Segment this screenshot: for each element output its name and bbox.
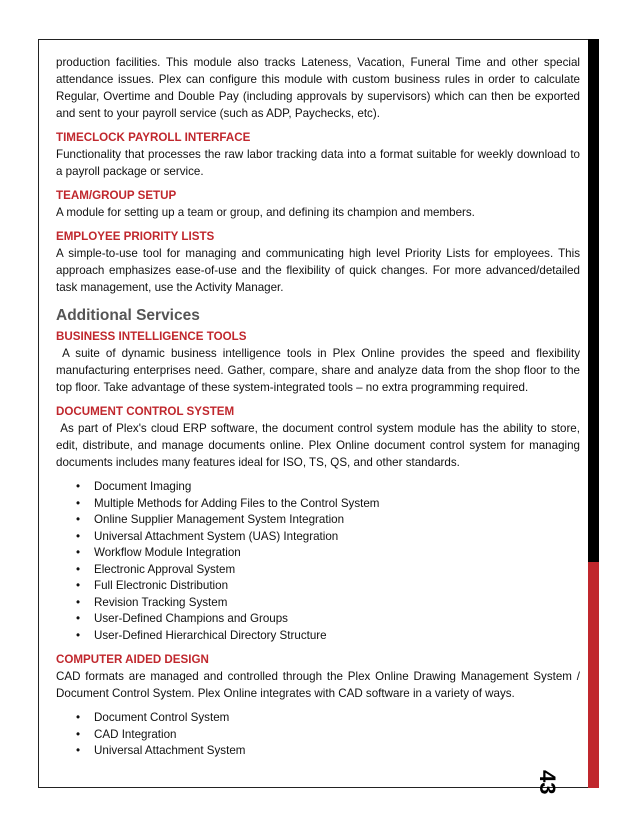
cad-list [56, 710, 580, 760]
bi-text: A suite of dynamic business intelligence tools in Plex Online provides the speed and flexibility manufacturing enterprises need. Gather, compare, share and analyze data from the shop floor to the top floor. Take advantage of these system-integrated tools – no extra programming required. [56, 347, 584, 394]
team-text: A module for setting up a team or group, and defining its champion and members. [56, 206, 475, 219]
bi-heading: BUSINESS INTELLIGENCE TOOLS [56, 330, 247, 343]
list-item: • Universal Attachment System [76, 744, 246, 757]
list-item: • User-Defined Hierarchical Directory Structure [76, 628, 327, 642]
list-item: • Electronic Approval System [76, 562, 236, 576]
additional-services-title: Additional Services [56, 307, 200, 324]
list-item: • Online Supplier Management System Integration [76, 513, 345, 526]
list-item: • User-Defined Champions and Groups [76, 612, 288, 625]
priority-heading: EMPLOYEE PRIORITY LISTS [56, 230, 215, 243]
list-item: • CAD Integration [76, 727, 177, 741]
list-item: • Full Electronic Distribution [76, 579, 229, 592]
intro-paragraph: production facilities. This module also tracks Lateness, Vacation, Funeral Time and other special attendance issues. Plex can configure this module with custom business rules in order to calculate Regular, Overtime and Double Pay (including approvals by supervisors) which can then be exported and sent to your payroll service (such as ADP, Paychecks, etc). [56, 56, 580, 120]
list-item: • Universal Attachment System (UAS) Integration [76, 529, 339, 543]
list-item: • Revision Tracking System [76, 595, 228, 609]
list-item: • Document Control System [76, 711, 230, 724]
timeclock-text: Functionality that processes the raw labor tracking data into a format suitable for weekly download to a payroll package or service. [56, 148, 580, 178]
list-item: • Multiple Methods for Adding Files to the Control System [76, 496, 380, 510]
doc-control-list [56, 479, 580, 644]
doc-control-heading: DOCUMENT CONTROL SYSTEM [56, 405, 235, 418]
timeclock-heading: TIMECLOCK PAYROLL INTERFACE [56, 131, 251, 144]
cad-heading: COMPUTER AIDED DESIGN [56, 653, 209, 666]
sidebar-red-bar [588, 562, 599, 788]
cad-text: CAD formats are managed and controlled through the Plex Online Drawing Management System / Document Control System. Plex Online integrates with CAD software in a variety of ways. [56, 670, 580, 700]
priority-text: A simple-to-use tool for managing and communicating high level Priority Lists for employees. This approach emphasizes ease-of-use and the flexibility of quick changes. For more advanced/detailed task management, use the Activity Manager. [56, 247, 580, 294]
team-heading: TEAM/GROUP SETUP [56, 189, 177, 202]
list-item: • Document Imaging [76, 480, 192, 493]
page-number: 43 [535, 770, 560, 795]
doc-control-text: As part of Plex's cloud ERP software, the document control system module has the ability to store, edit, distribute, and manage documents online. Plex Online document control system for managing documents includes many features ideal for ISO, TS, QS, and other standards. [56, 422, 584, 469]
sidebar-black-bar [588, 39, 599, 562]
list-item: • Workflow Module Integration [76, 546, 241, 559]
page-content [56, 54, 584, 760]
